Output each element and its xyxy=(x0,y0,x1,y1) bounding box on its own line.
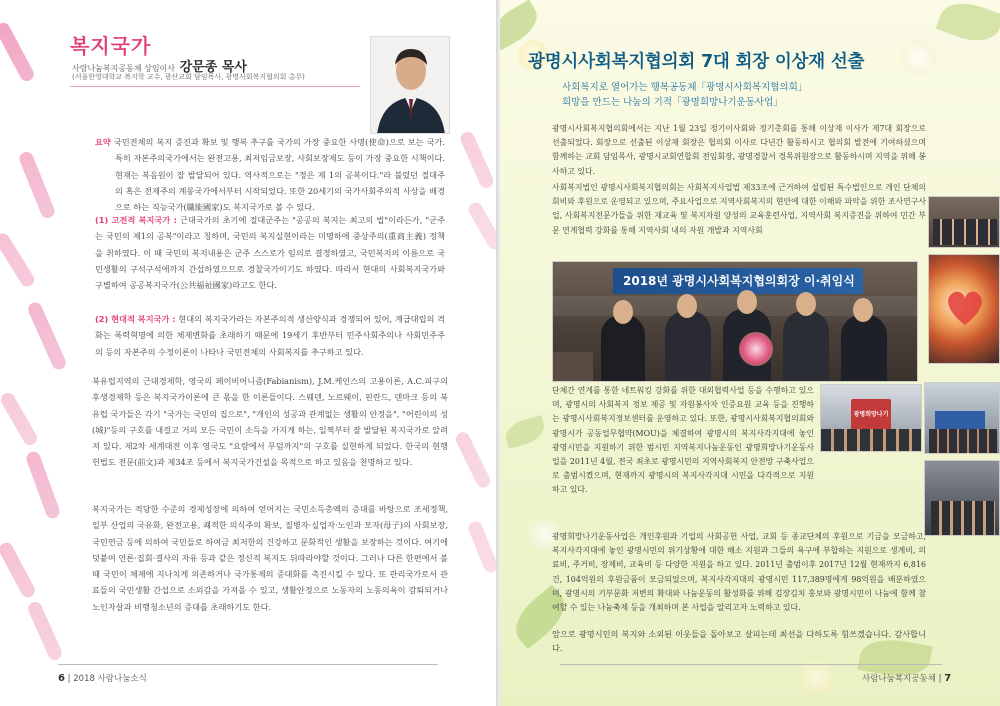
decorative-stroke xyxy=(0,231,37,289)
footer-text: 사람나눔복지공동체 xyxy=(862,674,936,684)
article-paragraph-3a xyxy=(552,384,814,498)
event-photo xyxy=(552,261,918,382)
page-footer-right: 사람나눔복지공동체 | 7 xyxy=(862,673,952,684)
decorative-stroke xyxy=(26,300,68,371)
person-figure xyxy=(601,315,645,381)
section-classical-label: (1) 고전적 복지국가 : xyxy=(95,215,177,225)
article-subtitle xyxy=(562,80,807,110)
footer-text: 2018 사람나눔소식 xyxy=(73,674,147,684)
decorative-leaf xyxy=(503,415,548,449)
person-head xyxy=(853,298,873,322)
person-figure xyxy=(841,315,887,381)
decorative-stroke xyxy=(458,130,495,191)
person-figure xyxy=(665,311,711,381)
decorative-blossom xyxy=(900,40,936,76)
author-name: 강문종 목사 xyxy=(179,60,247,75)
body-paragraph-1: 북유럽지역의 근대경제학, 영국의 페이비어니즘(Fabianism), J.M.케인스의 고용이론, A.C.피구의 후생경제학 등은 복지국가이론에 큰 몫을 한 이론들이다. 스웨덴, 노르웨이, 핀란드, 덴마크 등의 북유럽 국가들은 각기 "국가는 국민의 집으로", "개인의 성공과 관계없는 생활의 안정을", "어린이의 성(城)"등의 구호를 내걸고 거의 모든 국민이 소득을 가지게 하는, 일찍부터 잘 발달된 복지국가로 알려져 있다. 제2차 세계대전 이후 영국도 "요람에서 무덤까지"의 구호를 실현하게 되었다. 한국의 현행헌법도 전문(前文)과 제34조 등에서 복지국가건설을 목적으로 하고 있음을 천명하고 있다. xyxy=(92,376,448,468)
abstract-label: 요약 xyxy=(95,137,111,147)
author-role: 사람나눔복지공동체 상임이사 xyxy=(72,64,176,73)
decorative-stroke xyxy=(0,20,36,83)
subtitle-line-2: 희망을 만드는 나눔의 기적「광명희망나기운동사업」 xyxy=(562,97,783,108)
person-head xyxy=(737,290,757,314)
section-modern-label: (2) 현대적 복지국가 : xyxy=(95,314,176,324)
decorative-blossom xyxy=(800,660,834,694)
left-page xyxy=(0,0,496,706)
decorative-stroke xyxy=(17,150,56,220)
event-banner-text: 2018년 광명시사회복지협의회장 이·취임식 xyxy=(623,274,855,288)
page-number: 6 xyxy=(58,673,65,684)
right-page xyxy=(500,0,1000,706)
person-figure xyxy=(783,311,829,381)
section-classical-text: 근대국가의 초기에 절대군주는 "공공의 복지는 최고의 법"이라든가, "군주는 국민의 제1의 공복"이라고 칭하며, 국민의 복지실현이라는 미명하에 중상주의(重商主義) 정책을 취하였다. 이 때 국민의 복지내용은 군주 스스로가 임의로 결정하였고, 국민복지의 이름으로 국민생활의 구석구석에까지 간섭하였으므로 경찰국가이기도 하였다. 따라서 현대의 사회복지국가와 구별하여 공공복지국가(公共福祉國家)라고도 한다. xyxy=(95,215,446,291)
decorative-stroke xyxy=(466,519,496,574)
article-paragraph-2: 사회복지법인 광명시사회복지협의회는 사회복지사업법 제33조에 근거하여 설립된 특수법인으로 개인 단체의 회비와 후원으로 운영되고 있으며, 주요사업으로 지역사회복지의 현안에 대한 이해와 파악을 위한 조사연구사업, 사회복지전문가들을 위한 재교육 및 복지자원 양성의 교육훈련사업, 지역사회 복지증진을 위하여 민간 부문 연계협력 강화를 통해 지역사회 내의 자원 개발과 지역사회 xyxy=(552,183,926,235)
decorative-stroke xyxy=(24,450,61,521)
person-head xyxy=(613,300,633,324)
article-paragraph-3: 단체간 연계를 통한 네트워킹 강화를 위한 대외협력사업 등을 수행하고 있으며, 광명시의 사회복지 정보 제공 및 자원봉사자 인증요원 교육 등을 진행하는 광명시사회복지정보센터를 운영하고 있다. 또한, 광명시사회복지협의회와 광명시가 공동업무협약(MOU)을 체결하여 광명시의 복지사각지대에 놓인 광명시민을 지원하기 위한 범시민 지역복지나눔운동인 광명희망나기운동사업을 2011년 4월, 전국 최초로 광명시민의 지역사회복지 안전망 구축사업으로 출범시켰으며, 현재까지 광명시의 복지사각지대 시민을 다각적으로 지원하고 있다. xyxy=(552,386,814,495)
side-photo-heart xyxy=(928,254,1000,364)
article-paragraph-4: 광명희망나기운동사업은 개인후원과 기업의 사회공헌 사업, 교회 등 종교단체의 후원으로 기금을 모금하고, 복지사각지대에 놓인 광명시민의 위기상황에 대한 해소 지원과 그들의 욕구에 부합하는 지원으로 생계비, 의료비, 주거비, 장제비, 교육비 등 다양한 지원을 하고 있다. 2011년 출범이후 2017년 12월 현재까지 6,816건, 104억원의 후원금품이 모금되었으며, 복지사각지대의 광명시민 117,389명에게 98억원을 배분하였으며, 광명시의 기부문화 저변의 확대와 나눔운동의 활성화를 위해 김장김치 홍보와 광명시민이 나눔에 함께 참여할 수 있는 나눔축제 등을 개최하며 본 사업을 알리고자 노력하고 있다. xyxy=(552,532,926,613)
author-portrait xyxy=(370,36,450,134)
section-modern-text: 현대의 복지국가라는 자본주의적 생산양식과 경쟁되어 있어, 계급대립의 격화는 폭력혁명에 의한 체제변화를 초래하기 때문에 19세기 후반부터 민주사회주의나 사회민주주의 등의 자본주의 수정이론이 나타나 국민전체의 사회복지를 추구하고 있다. xyxy=(95,314,445,357)
author-affiliation: (서울한영대학교 복지학 교수, 광산교회 담임목사, 광명사회복지협의회 총무) xyxy=(72,73,305,81)
article-title: 광명시사회복지협의회 7대 회장 이상재 선출 xyxy=(528,52,865,72)
page-footer-left: 6 | 2018 사람나눔소식 xyxy=(58,673,147,684)
footer-rule xyxy=(560,664,942,665)
decorative-stroke xyxy=(26,600,64,662)
side-photo-event xyxy=(924,460,1000,536)
seated-audience xyxy=(553,352,593,382)
abstract-text: 국민전체의 복지 증진과 확보 및 행복 추구를 국가의 가장 중요한 사명(使命)으로 보는 국가. 특히 자본주의국가에서는 완전고용, 최저임금보장, 사회보장제도 등이 가장 중요한 시책이다. 현재는 복음원이 잘 발달되어 있다. 역사적으로는 "정은 제 1의 공복이다."라 불렸던 절대주의 혹은 전제주의 계몽국가에서부터 시작되었다. 또한 20세기의 국가사회주의적 사상을 배경으로 하는 직능국가(職能國家)도 복지국가로 볼 수 있다. xyxy=(113,137,445,213)
article-paragraph-1: 광명시사회복지협의회에서는 지난 1월 23일 정기이사회와 정기총회를 통해 이상재 이사가 제7대 회장으로 선출되었다. 회장으로 선출된 이상재 회장은 협의회 이사로 다년간 활동하시고 협의회 발전에 기여하셨으며 함께하는 교회 담임목사, 광명시교회연합회 전임회장, 광명경찰서 경목위원장으로 활동하시며 지역을 위해 봉사하고 있다. xyxy=(552,124,926,176)
side-photo-group xyxy=(928,196,1000,248)
photo-sign-text: 광명희망나기 xyxy=(853,411,889,418)
decorative-leaf xyxy=(936,0,1000,49)
body-paragraph-2: 복지국가는 적당한 수준의 경제성장에 의하여 얻어지는 국민소득총액의 증대를 바탕으로 조세정책, 일부 산업의 국유화, 완전고용, 쾌적한 의식주의 확보, 질병자·실업자·노인과 모자(母子)의 사회보장, 국민연금 등에 의하여 국민들로 하여금 최저한의 건강하고 문화적인 생활을 보장하는 것이다. 여기에 덧붙여 언론·집회·결사의 자유 등과 같은 정신적 복지도 뒤따라야할 것이다. 그러나 다른 한편에서 볼 때 국민이 체제에 지나치게 의존하거나 국가통제의 증대화를 촉진시킬 수 있다. 또 관리국가로서 관료들의 국민생활 간섭으로 소외감을 가져올 수 있고, 생활안정으로 노동자의 노동의욕이 감퇴되거나 노인자살과 비행청소년의 증대를 초래하기도 한다. xyxy=(92,504,448,612)
decorative-stroke xyxy=(454,430,493,490)
side-photo-banner-group xyxy=(924,382,1000,454)
flower-bouquet xyxy=(739,332,773,366)
page-title: 복지국가 xyxy=(70,34,152,58)
footer-rule xyxy=(58,664,438,665)
decorative-stroke xyxy=(0,390,40,447)
section-modern xyxy=(95,311,445,360)
page-number: 7 xyxy=(944,673,952,684)
decorative-stroke xyxy=(466,200,496,252)
person-head xyxy=(677,294,697,318)
decorative-stroke xyxy=(0,540,37,600)
abstract-paragraph xyxy=(95,134,445,215)
title-divider xyxy=(70,86,360,87)
side-photo-sign xyxy=(820,384,922,452)
person-head xyxy=(796,292,816,316)
section-classical xyxy=(95,212,445,293)
article-closing: 앞으로 광명시민의 복지와 소외된 이웃들을 돌아보고 살피는데 최선을 다하도록 힘쓰겠습니다. 감사합니다. xyxy=(552,629,926,654)
subtitle-line-1: 사회복지로 열어가는 행복공동체「광명시사회복지협의회」 xyxy=(562,82,808,93)
